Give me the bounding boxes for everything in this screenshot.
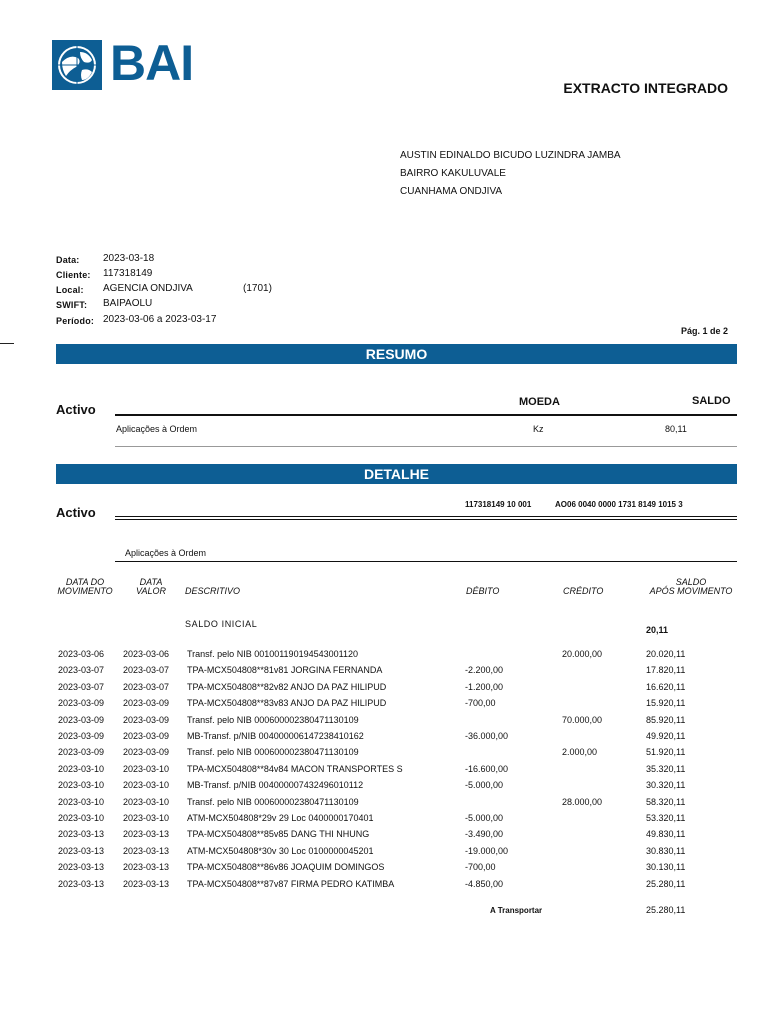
- detalhe-rule-top: [115, 516, 737, 517]
- table-row: [0, 797, 768, 813]
- cell-credito: 70.000,00: [562, 714, 603, 725]
- cell-data-movimento: 2023-03-10: [58, 780, 105, 791]
- cell-descritivo: TPA-MCX504808**82v82 ANJO DA PAZ HILIPUD: [187, 681, 387, 692]
- cell-descritivo: MB-Transf. p/NIB 004000007432496010112: [187, 780, 364, 791]
- cell-debito: -700,00: [465, 862, 496, 873]
- saldo-inicial-label: SALDO INICIAL: [185, 619, 258, 629]
- cell-data-movimento: 2023-03-09: [58, 714, 105, 725]
- cell-data-valor: 2023-03-09: [123, 698, 170, 709]
- table-row: [0, 649, 768, 665]
- cell-data-movimento: 2023-03-13: [58, 845, 105, 856]
- cell-descritivo: TPA-MCX504808**81v81 JORGINA FERNANDA: [187, 665, 383, 676]
- cell-saldo: 17.820,11: [646, 665, 686, 676]
- cell-data-movimento: 2023-03-09: [58, 731, 105, 741]
- cell-credito: 2.000,00: [562, 747, 598, 758]
- table-row: [0, 715, 768, 731]
- col-debito: DÉBITO: [466, 586, 500, 596]
- detalhe-band: DETALHE: [56, 464, 737, 484]
- detalhe-rule-bottom: [115, 519, 737, 520]
- cell-data-valor: 2023-03-09: [123, 747, 170, 758]
- col-saldo-apos-movimento: SALDO APÓS MOVIMENTO: [649, 577, 733, 596]
- cell-saldo: 30.320,11: [646, 780, 686, 791]
- cell-data-movimento: 2023-03-06: [58, 649, 105, 659]
- cell-data-valor: 2023-03-06: [123, 649, 170, 659]
- cell-descritivo: ATM-MCX504808*30v 30 Loc 0100000045201: [187, 845, 374, 856]
- bai-logo: [52, 35, 212, 91]
- cell-debito: -700,00: [465, 698, 496, 709]
- resumo-header-rule: [115, 414, 737, 416]
- cell-saldo: 85.920,11: [646, 714, 686, 725]
- address-line-2: CUANHAMA ONDJIVA: [400, 186, 503, 197]
- local-code: (1701): [243, 283, 272, 294]
- cell-descritivo: TPA-MCX504808**83v83 ANJO DA PAZ HILIPUD: [187, 698, 387, 709]
- swift-label: SWIFT:: [56, 300, 88, 310]
- cell-descritivo: ATM-MCX504808*29v 29 Loc 0400000170401: [187, 813, 374, 823]
- cell-data-valor: 2023-03-07: [123, 681, 170, 692]
- table-row: [0, 747, 768, 763]
- account-number: 117318149 10 001: [465, 500, 532, 509]
- cell-saldo: 35.320,11: [646, 763, 686, 774]
- cell-saldo: 53.320,11: [646, 813, 686, 823]
- table-row: [0, 682, 768, 698]
- cell-descritivo: MB-Transf. p/NIB 004000006147238410162: [187, 731, 364, 741]
- saldo-inicial-value: 20,11: [646, 625, 669, 635]
- local-label: Local:: [56, 285, 84, 295]
- transport-label: A Transportar: [490, 906, 543, 915]
- resumo-row-desc: Aplicações à Ordem: [116, 424, 198, 434]
- cell-saldo: 16.620,11: [646, 681, 686, 692]
- client-name: AUSTIN EDINALDO BICUDO LUZINDRA JAMBA: [400, 150, 621, 161]
- cell-saldo: 51.920,11: [646, 747, 686, 758]
- local-value: AGENCIA ONDJIVA: [103, 283, 193, 294]
- cell-data-movimento: 2023-03-13: [58, 862, 105, 873]
- cell-data-valor: 2023-03-13: [123, 878, 170, 889]
- cell-saldo: 25.280,11: [646, 878, 686, 889]
- cell-data-movimento: 2023-03-07: [58, 665, 105, 676]
- cell-debito: -2.200,00: [465, 665, 504, 676]
- cell-credito: 20.000,00: [562, 649, 603, 659]
- cell-data-valor: 2023-03-13: [123, 829, 170, 840]
- transport-value: 25.280,11: [646, 905, 686, 915]
- address-line-1: BAIRRO KAKULUVALE: [400, 168, 506, 179]
- data-label: Data:: [56, 255, 80, 265]
- cell-descritivo: TPA-MCX504808**86v86 JOAQUIM DOMINGOS: [187, 862, 385, 873]
- cell-descritivo: TPA-MCX504808**87v87 FIRMA PEDRO KATIMBA: [187, 878, 395, 889]
- table-row: [0, 764, 768, 780]
- cell-debito: -5.000,00: [465, 780, 504, 791]
- bai-logo-text: BAI: [110, 35, 194, 91]
- cell-saldo: 20.020,11: [646, 649, 686, 659]
- table-row: [0, 698, 768, 714]
- document-title: EXTRACTO INTEGRADO: [563, 80, 728, 96]
- page-number: Pág. 1 de 2: [680, 326, 728, 336]
- table-row: [0, 731, 768, 747]
- table-row: [0, 879, 768, 895]
- cell-data-movimento: 2023-03-09: [58, 747, 105, 758]
- cell-saldo: 30.130,11: [646, 862, 686, 873]
- resumo-col-moeda: MOEDA: [519, 396, 560, 408]
- cell-data-valor: 2023-03-09: [123, 731, 170, 741]
- table-row: [0, 780, 768, 796]
- resumo-activo-label: Activo: [56, 402, 96, 417]
- fold-mark: [0, 343, 14, 344]
- resumo-band: RESUMO: [56, 344, 737, 364]
- cliente-value: 117318149: [103, 268, 153, 279]
- cell-credito: 28.000,00: [562, 796, 603, 807]
- cell-data-valor: 2023-03-10: [123, 780, 170, 791]
- cell-saldo: 49.830,11: [646, 829, 686, 840]
- cell-data-movimento: 2023-03-10: [58, 796, 105, 807]
- table-row: [0, 829, 768, 845]
- cell-descritivo: Transf. pelo NIB 000600002380471130109: [187, 714, 359, 725]
- table-row: [0, 813, 768, 829]
- cell-descritivo: TPA-MCX504808**85v85 DANG THI NHUNG: [187, 829, 370, 840]
- cell-data-valor: 2023-03-13: [123, 862, 170, 873]
- cell-saldo: 58.320,11: [646, 796, 686, 807]
- cell-descritivo: TPA-MCX504808**84v84 MACON TRANSPORTES S: [187, 763, 403, 774]
- resumo-row-rule: [115, 446, 737, 447]
- cell-data-movimento: 2023-03-13: [58, 829, 105, 840]
- account-iban: AO06 0040 0000 1731 8149 1015 3: [555, 500, 683, 509]
- cell-data-valor: 2023-03-09: [123, 714, 170, 725]
- table-row: [0, 665, 768, 681]
- cell-data-movimento: 2023-03-10: [58, 813, 105, 823]
- cell-debito: -19.000,00: [465, 845, 509, 856]
- periodo-value: 2023-03-06 a 2023-03-17: [103, 314, 217, 325]
- detalhe-subsection: Aplicações à Ordem: [125, 548, 207, 558]
- cell-data-movimento: 2023-03-07: [58, 681, 105, 692]
- cell-saldo: 15.920,11: [646, 698, 686, 709]
- cell-data-valor: 2023-03-10: [123, 763, 170, 774]
- cell-debito: -16.600,00: [465, 763, 509, 774]
- subsection-rule: [115, 561, 737, 562]
- col-data-movimento: DATA DO MOVIMENTO: [57, 577, 113, 596]
- table-row: [0, 846, 768, 862]
- cliente-label: Cliente:: [56, 270, 91, 280]
- periodo-label: Período:: [56, 316, 95, 326]
- cell-descritivo: Transf. pelo NIB 000600002380471130109: [187, 796, 359, 807]
- cell-debito: -4.850,00: [465, 878, 504, 889]
- cell-data-valor: 2023-03-10: [123, 796, 170, 807]
- cell-data-movimento: 2023-03-13: [58, 878, 105, 889]
- resumo-row-moeda: Kz: [533, 424, 544, 434]
- cell-data-movimento: 2023-03-09: [58, 698, 105, 709]
- col-credito: CRÉDITO: [563, 586, 604, 596]
- detalhe-activo-label: Activo: [56, 505, 96, 520]
- cell-data-valor: 2023-03-10: [123, 813, 170, 823]
- cell-saldo: 49.920,11: [646, 731, 686, 741]
- cell-saldo: 30.830,11: [646, 845, 686, 856]
- data-value: 2023-03-18: [103, 253, 155, 264]
- cell-data-movimento: 2023-03-10: [58, 763, 105, 774]
- resumo-col-saldo: SALDO: [692, 395, 731, 407]
- cell-debito: -5.000,00: [465, 813, 504, 823]
- cell-debito: -3.490,00: [465, 829, 504, 840]
- resumo-row-saldo: 80,11: [665, 424, 687, 434]
- col-data-valor: DATA VALOR: [135, 577, 166, 596]
- cell-debito: -36.000,00: [465, 731, 509, 741]
- col-descritivo: DESCRITIVO: [185, 586, 241, 596]
- cell-data-valor: 2023-03-07: [123, 665, 170, 676]
- table-row: [0, 862, 768, 878]
- cell-descritivo: Transf. pelo NIB 001001190194543001120: [187, 649, 358, 659]
- cell-data-valor: 2023-03-13: [123, 845, 170, 856]
- cell-descritivo: Transf. pelo NIB 000600002380471130109: [187, 747, 359, 758]
- swift-value: BAIPAOLU: [103, 298, 153, 309]
- cell-debito: -1.200,00: [465, 681, 504, 692]
